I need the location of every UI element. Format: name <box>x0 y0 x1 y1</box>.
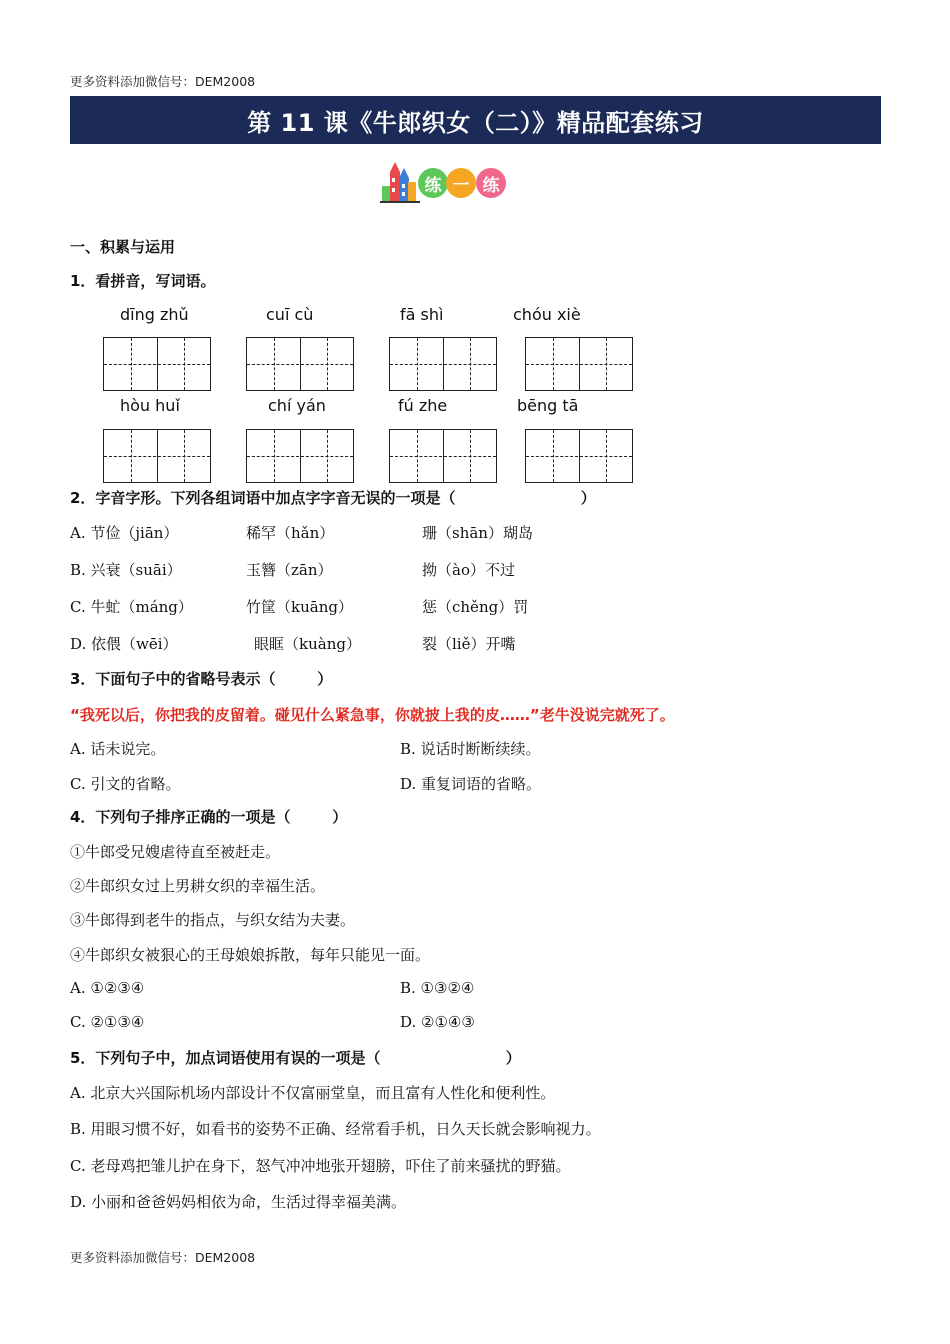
sentence-item: ②牛郎织女过上男耕女织的幸福生活。 <box>70 877 326 895</box>
question-3-option-c: C. 引文的省略。 <box>70 775 181 793</box>
section-heading: 一、积累与运用 <box>70 238 176 256</box>
pinyin-4: chóu xiè <box>513 305 581 324</box>
question-4-option-d: D. ②①④③ <box>400 1013 475 1031</box>
option-b-word-1: B. 兴衰（suāi） <box>70 561 182 579</box>
badge-char-1: 练 <box>418 168 448 198</box>
question-4-option-a: A. ①②③④ <box>70 979 145 997</box>
sentence-item: ③牛郎得到老牛的指点，与织女结为夫妻。 <box>70 911 356 929</box>
question-3-option-d: D. 重复词语的省略。 <box>400 775 542 793</box>
pinyin-1: dīng zhǔ <box>120 305 189 324</box>
question-5-option-a: A. 北京大兴国际机场内部设计不仅富丽堂皇，而且富有人性化和便利性。 <box>70 1084 556 1102</box>
header-note: 更多资料添加微信号：DEM2008 <box>70 74 256 89</box>
writing-grid[interactable] <box>525 429 633 483</box>
question-4-option-c: C. ②①③④ <box>70 1013 145 1031</box>
writing-grid[interactable] <box>246 337 354 391</box>
question-2-label: 2．字音字形。下列各组词语中加点字字音无误的一项是（ ） <box>70 489 596 507</box>
option-c-word-1: C. 牛虻（máng） <box>70 598 193 616</box>
pinyin-2: cuī cù <box>266 305 314 324</box>
pinyin-8: bēng tā <box>517 396 579 415</box>
option-a-word-1: A. 节俭（jiān） <box>70 524 179 542</box>
writing-grid[interactable] <box>389 337 497 391</box>
question-3-quote: “我死以后，你把我的皮留着。碰见什么紧急事，你就披上我的皮……”老牛没说完就死了。 <box>70 706 675 724</box>
badge-char-3: 练 <box>476 168 506 198</box>
footer-note: 更多资料添加微信号：DEM2008 <box>70 1250 256 1265</box>
option-d-word-2: 眼眶（kuàng） <box>254 635 361 653</box>
sentence-item: ①牛郎受兄嫂虐待直至被赶走。 <box>70 843 281 861</box>
option-b-word-2: 玉簪（zān） <box>246 561 333 579</box>
option-d-word-3: 裂（liě）开嘴 <box>422 635 516 653</box>
question-5-option-d: D. 小丽和爸爸妈妈相依为命，生活过得幸福美满。 <box>70 1193 407 1211</box>
option-b-word-3: 拗（ào）不过 <box>422 561 515 579</box>
question-5-label: 5．下列句子中，加点词语使用有误的一项是（ ） <box>70 1049 521 1067</box>
pinyin-5: hòu huǐ <box>120 396 180 415</box>
pinyin-6: chí yán <box>268 396 326 415</box>
writing-grid[interactable] <box>103 337 211 391</box>
badge-char-2: 一 <box>446 168 476 198</box>
sentence-item: ④牛郎织女被狠心的王母娘娘拆散，每年只能见一面。 <box>70 946 431 964</box>
pinyin-7: fú zhe <box>398 396 448 415</box>
option-c-word-2: 竹筐（kuāng） <box>246 598 353 616</box>
question-3-option-a: A. 话未说完。 <box>70 740 166 758</box>
question-1-label: 1．看拼音，写词语。 <box>70 272 216 290</box>
writing-grid[interactable] <box>389 429 497 483</box>
option-d-word-1: D. 依偎（wēi） <box>70 635 178 653</box>
pinyin-3: fā shì <box>400 305 444 324</box>
writing-grid[interactable] <box>525 337 633 391</box>
question-4-label: 4．下列句子排序正确的一项是（ ） <box>70 808 348 826</box>
question-3-option-b: B. 说话时断断续续。 <box>400 740 541 758</box>
question-5-option-c: C. 老母鸡把雏儿护在身下，怒气冲冲地张开翅膀，吓住了前来骚扰的野猫。 <box>70 1157 571 1175</box>
practice-badge <box>380 158 512 204</box>
option-c-word-3: 惩（chěng）罚 <box>422 598 529 616</box>
question-5-option-b: B. 用眼习惯不好，如看书的姿势不正确、经常看手机，日久天长就会影响视力。 <box>70 1120 601 1138</box>
option-a-word-2: 稀罕（hǎn） <box>246 524 335 542</box>
question-4-option-b: B. ①③②④ <box>400 979 475 997</box>
writing-grid[interactable] <box>246 429 354 483</box>
page-title: 第 11 课《牛郎织女（二）》精品配套练习 <box>70 96 881 144</box>
writing-grid[interactable] <box>103 429 211 483</box>
question-3-label: 3．下面句子中的省略号表示（ ） <box>70 670 333 688</box>
option-a-word-3: 珊（shān）瑚岛 <box>422 524 533 542</box>
